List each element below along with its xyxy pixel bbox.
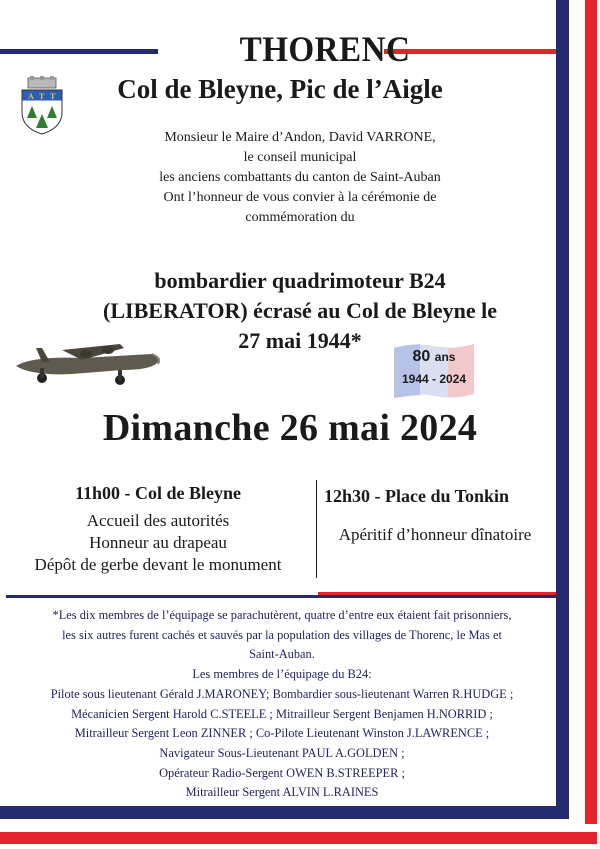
stripe-mid-blue xyxy=(6,595,556,598)
program-left-heading: 11h00 - Col de Bleyne xyxy=(74,483,241,503)
svg-text:T: T xyxy=(50,92,56,101)
event-date: Dimanche 26 mai 2024 xyxy=(102,407,478,449)
stripe-right-red xyxy=(585,0,597,824)
anniversary-flag-icon xyxy=(392,340,476,400)
footnote-line: Saint-Auban. xyxy=(249,647,315,662)
footnote-line: Mécanicien Sergent Harold C.STEELE ; Mitrailleur Sergent Benjamen H.NORRID ; xyxy=(71,706,493,721)
badge-years-count xyxy=(392,348,476,366)
footnote-line: *Les dix membres de l’équipage se parachutèrent, quatre d’entre eux étaient fait prisonniers, xyxy=(52,608,512,622)
badge-years-range: 1944 - 2024 xyxy=(401,372,467,386)
badge-number: 80 xyxy=(412,348,431,365)
program-left-item: Honneur au drapeau xyxy=(89,533,227,552)
program-right-heading: 12h30 - Place du Tonkin xyxy=(324,486,510,506)
program-left-item: Dépôt de gerbe devant le monument xyxy=(34,555,282,574)
stripe-bottom-red xyxy=(0,832,597,844)
invitation-line: Monsieur le Maire d’Andon, David VARRONE, xyxy=(164,130,436,145)
footnote-line: Navigateur Sous-Lieutenant PAUL A.GOLDEN ; xyxy=(159,745,405,760)
b24-bomber-icon xyxy=(12,340,162,390)
footnote-line: Mitrailleur Sergent ALVIN L.RAINES xyxy=(185,785,379,800)
footnote-line: les six autres furent cachés et sauvés par la population des villages de Thorenc, le Mas et xyxy=(62,627,502,642)
program-left xyxy=(8,483,308,576)
footnote-line: Les membres de l’équipage du B24: xyxy=(192,667,372,682)
event-line: bombardier quadrimoteur B24 xyxy=(154,268,446,293)
invitation-line: le conseil municipal xyxy=(243,150,357,165)
page-subtitle: Col de Bleyne, Pic de l’Aigle xyxy=(117,74,443,104)
coat-of-arms-icon xyxy=(20,76,64,136)
footnote-line: Opérateur Radio-Sergent OWEN B.STREEPER ; xyxy=(159,765,405,780)
stripe-bottom-blue xyxy=(0,806,569,819)
svg-text:A: A xyxy=(28,92,34,101)
page-title: THORENC xyxy=(239,29,411,69)
invitation-text xyxy=(90,128,510,228)
program-left-item: Accueil des autorités xyxy=(86,511,230,530)
program-right-item: Apéritif d’honneur dînatoire xyxy=(338,525,532,544)
crew-footnote xyxy=(6,606,558,803)
svg-text:T: T xyxy=(39,92,45,101)
invitation-line: les anciens combattants du canton de Saint-Auban xyxy=(159,170,441,185)
program-right xyxy=(320,486,550,545)
footnote-line: Pilote sous lieutenant Gérald J.MARONEY; Bombardier sous-lieutenant Warren R.HUDGE ; xyxy=(50,686,514,701)
footnote-line: Mitrailleur Sergent Leon ZINNER ; Co-Pilote Lieutenant Winston J.LAWRENCE ; xyxy=(74,726,490,741)
event-line: 27 mai 1944* xyxy=(238,328,362,353)
invitation-line: Ont l’honneur de vous convier à la cérémonie de xyxy=(163,190,437,205)
invitation-line: commémoration du xyxy=(245,210,355,225)
event-line: (LIBERATOR) écrasé au Col de Bleyne le xyxy=(103,298,497,323)
badge-unit: ans xyxy=(434,350,456,364)
program-divider xyxy=(316,480,317,578)
